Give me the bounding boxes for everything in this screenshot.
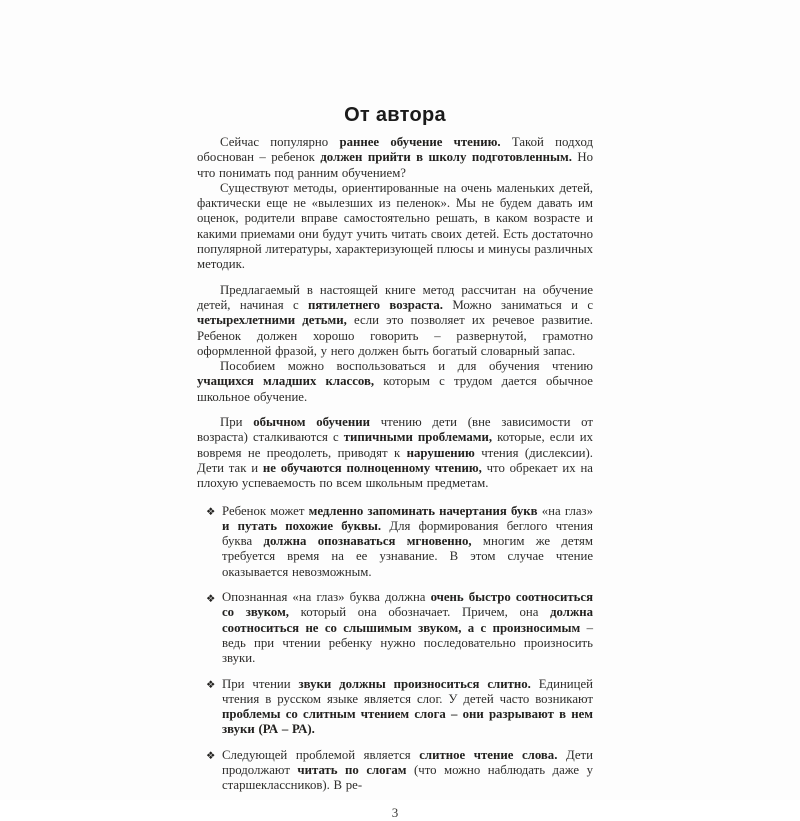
paragraph-methods: Существуют методы, ориентированные на очень маленьких детей, фактически еще не «вылезших из пеленок». Мы не будем давать им оценок, родители вправе самостоятельно решать, в каком возрасте и какими приемами они будут учить читать своих детей. Есть достаточно популярной литературы, характеризующей плюсы и минусы различных методик. <box>197 180 593 272</box>
paragraph-intro: Сейчас популярно раннее обучение чтению. Такой подход обоснован – ребенок должен прийти в школу подготовленным. Но что понимать под ранним обучением? <box>197 135 594 180</box>
paragraph-typical-problems: При обычном обучении чтению дети (вне зависимости от возраста) сталкиваются с типичными проблемами, которые, если их вовремя не преодолеть, приводят к нарушению чтения (дислексии). Дети так и не обучаются полноценному чтению, что обрекает их на плохую успеваемость по всем школьным предметам. <box>197 415 593 491</box>
bullet-text: Следующей проблемой является слитное чтение слова. Дети продолжают читать по слогам (что можно наблюдать даже у старшеклассников). В ре- <box>222 747 593 793</box>
list-item <box>197 748 593 794</box>
problems-bullet-list <box>197 504 593 794</box>
bullet-text: При чтении звуки должны произноситься слитно. Единицей чтения в русском языке является слог. У детей часто возникают проблемы со слитным чтением слога – они разрывают в нем звуки (РА – РА). <box>222 676 594 737</box>
list-item <box>197 590 593 666</box>
diamond-bullet-icon: ❖ <box>206 679 216 691</box>
diamond-bullet-icon: ❖ <box>206 592 216 605</box>
list-item <box>197 504 593 580</box>
paragraph-book-method: Предлагаемый в настоящей книге метод рассчитан на обучение детей, начиная с пятилетнего возраста. Можно заниматься и с четырехлетними детьми, если это позволяет их речевое развитие. Ребенок должен хорошо говорить – развернутой, грамотно оформленной фразой, у него должен быть богатый словарный запас. <box>197 282 594 358</box>
page-content <box>197 104 593 821</box>
bullet-text: Опознанная «на глаз» буква должна очень быстро соотноситься со звуком, который она обозначает. Причем, она должна соотноситься не со слышимым звуком, а с произносимым – ведь при чтении ребенку нужно последовательно произносить звуки. <box>222 590 593 666</box>
diamond-bullet-icon: ❖ <box>206 750 216 763</box>
paragraph-manual-use: Пособием можно воспользоваться и для обучения чтению учащихся младших классов, которым с трудом дается обычное школьное обучение. <box>197 359 593 404</box>
bullet-text: Ребенок может медленно запоминать начертания букв «на глаз» и путать похожие буквы. Для формирования беглого чтения буква должна опознаваться мгновенно, многим же детям требуется время на ее узнавание. В этом случае чтение оказывается невозможным. <box>222 503 593 579</box>
page-title: От автора <box>344 104 446 126</box>
list-item <box>197 677 593 738</box>
page-number: 3 <box>391 804 399 820</box>
diamond-bullet-icon: ❖ <box>206 506 216 519</box>
